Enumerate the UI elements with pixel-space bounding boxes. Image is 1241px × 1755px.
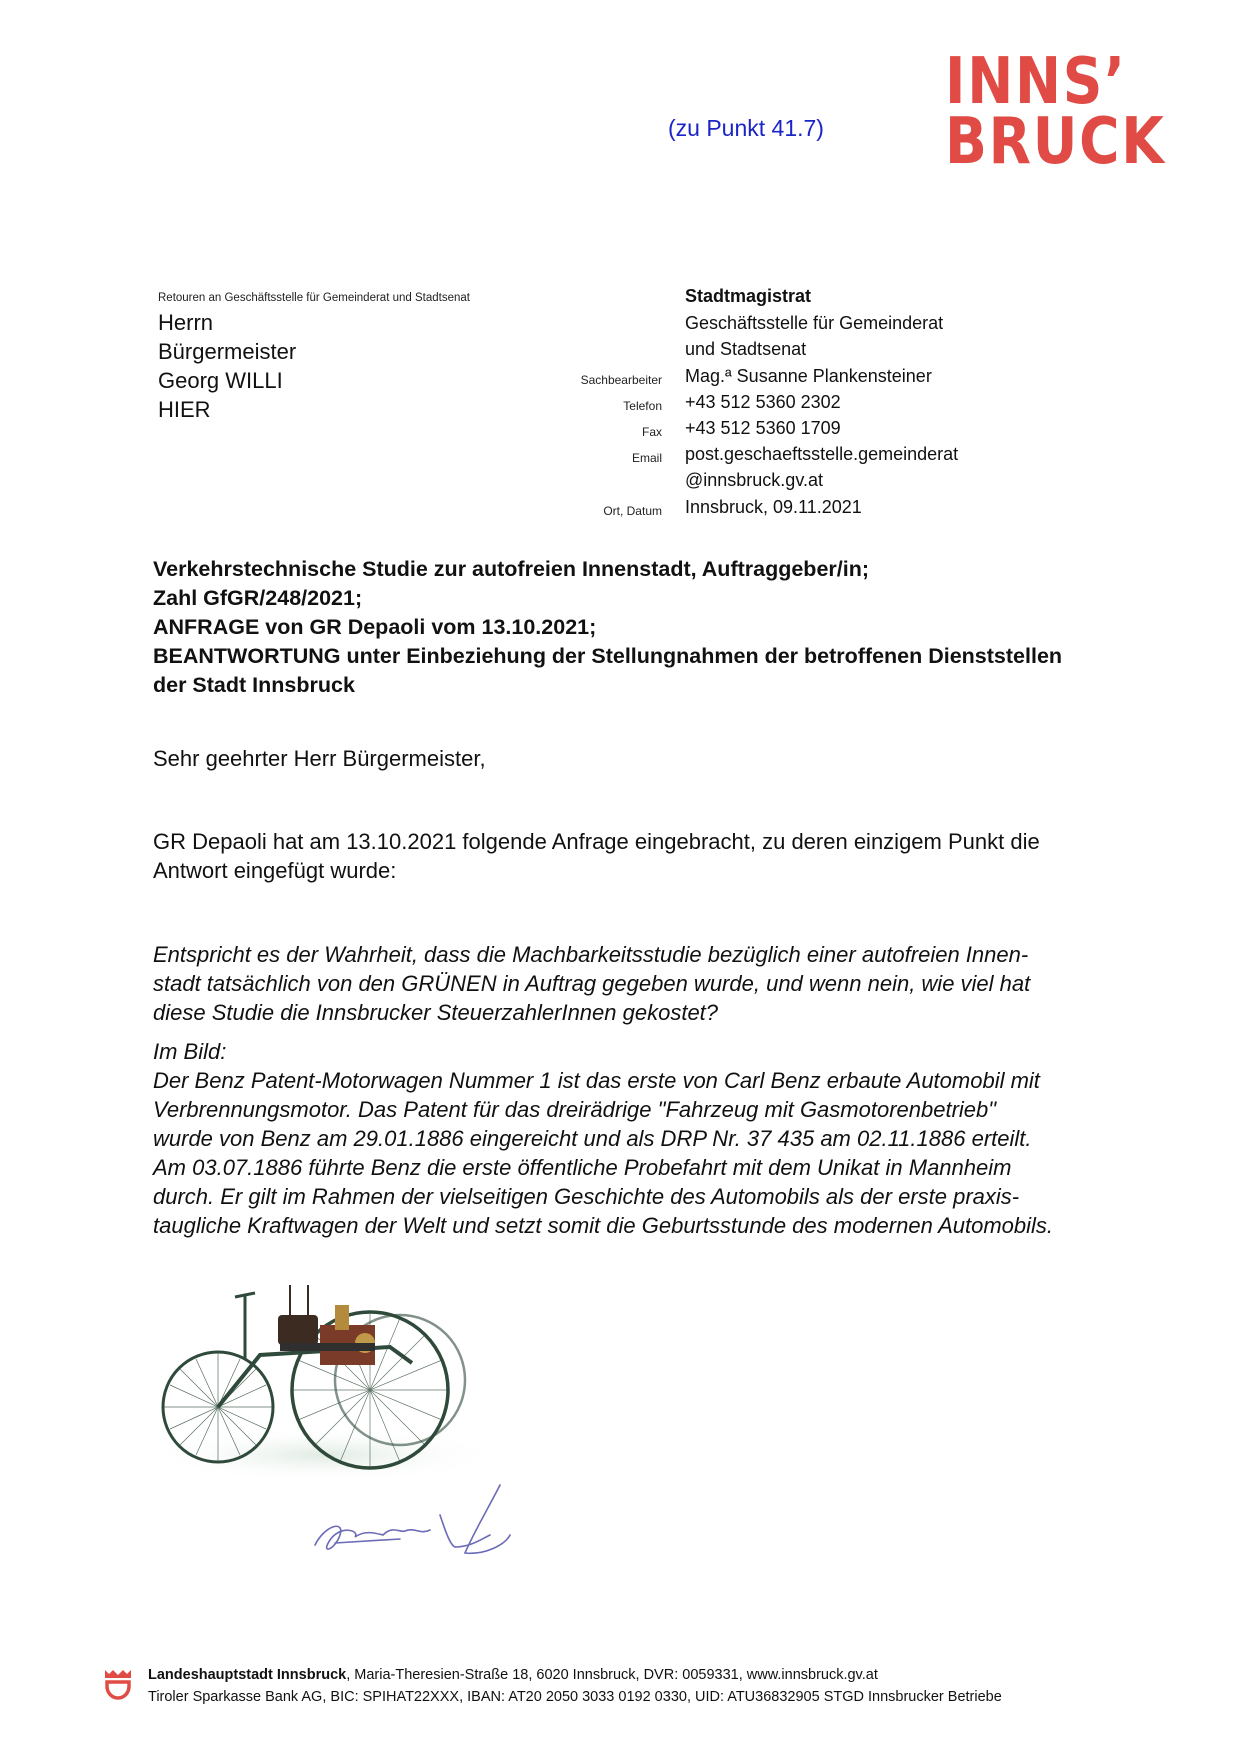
footer-line-1 xyxy=(148,1667,878,1683)
clerk-label: Sachbearbeiter xyxy=(580,373,662,387)
phone-label: Telefon xyxy=(623,399,662,413)
footer-org-name: Landeshauptstadt Innsbruck xyxy=(148,1667,347,1683)
answer-line: Am 03.07.1886 führte Benz die erste öffentliche Probefahrt mit dem Unikat in Mannheim xyxy=(153,1155,1012,1180)
recipient-line: HIER xyxy=(158,397,211,422)
answer-line: durch. Er gilt im Rahmen der vielseitigen Geschichte des Automobils als der erste praxis- xyxy=(153,1184,1020,1209)
signature xyxy=(305,1475,555,1565)
answer-line: Im Bild: xyxy=(153,1039,227,1064)
place-date: Innsbruck, 09.11.2021 xyxy=(685,497,862,517)
footer-address: , Maria-Theresien-Straße 18, 6020 Innsbruck, DVR: 0059331, www.innsbruck.gv.at xyxy=(346,1667,878,1683)
logo-line-2: BRUCK xyxy=(945,105,1166,179)
salutation: Sehr geehrter Herr Bürgermeister, xyxy=(153,746,486,771)
agenda-item-reference: (zu Punkt 41.7) xyxy=(668,115,824,141)
subject-line: BEANTWORTUNG unter Einbeziehung der Stellungnahmen der betroffenen Dienststellen xyxy=(153,644,1063,668)
question-paragraph xyxy=(153,940,1143,1027)
intro-paragraph xyxy=(153,827,1143,885)
question-line: diese Studie die Innsbrucker SteuerzahlerInnen gekostet? xyxy=(153,1000,719,1025)
recipient-line: Georg WILLI xyxy=(158,368,283,393)
answer-paragraph xyxy=(153,1037,1143,1240)
intro-line: GR Depaoli hat am 13.10.2021 folgende Anfrage eingebracht, zu deren einzigem Punkt die xyxy=(153,829,1040,854)
question-line: stadt tatsächlich von den GRÜNEN in Auftrag gegeben wurde, und wenn nein, wie viel hat xyxy=(153,971,1031,996)
answer-line: wurde von Benz am 29.01.1886 eingereicht und als DRP Nr. 37 435 am 02.11.1886 erteilt. xyxy=(153,1126,1032,1151)
subject-line: ANFRAGE von GR Depaoli vom 13.10.2021; xyxy=(153,615,597,639)
innsbruck-crest-icon xyxy=(104,1668,132,1700)
benz-motorwagen-image xyxy=(150,1285,510,1485)
recipient-address xyxy=(158,308,296,424)
subject-line: Zahl GfGR/248/2021; xyxy=(153,586,363,610)
innsbruck-logo xyxy=(945,45,1190,184)
fax-label: Fax xyxy=(641,425,662,439)
recipient-line: Herrn xyxy=(158,310,214,335)
subject-line: Verkehrstechnische Studie zur autofreien Innenstadt, Auftraggeber/in; xyxy=(153,557,870,581)
intro-line: Antwort eingefügt wurde: xyxy=(153,858,397,883)
clerk-name: Mag.ª Susanne Plankensteiner xyxy=(685,366,932,386)
phone-number: +43 512 5360 2302 xyxy=(685,392,841,412)
email-address-1[interactable]: post.geschaeftsstelle.gemeinderat xyxy=(685,444,959,464)
email-address-2[interactable]: @innsbruck.gv.at xyxy=(685,470,823,490)
answer-line: Verbrennungsmotor. Das Patent für das dreirädrige "Fahrzeug mit Gasmotorenbetrieb" xyxy=(153,1097,997,1122)
fax-number: +43 512 5360 1709 xyxy=(685,418,841,438)
logo-line-1: INNS’ xyxy=(945,45,1127,119)
date-label: Ort, Datum xyxy=(603,504,662,518)
recipient-line: Bürgermeister xyxy=(158,339,297,364)
subject-line: der Stadt Innsbruck xyxy=(153,673,355,697)
question-line: Entspricht es der Wahrheit, dass die Machbarkeitsstudie bezüglich einer autofreien Innen- xyxy=(153,942,1029,967)
sender-department-1: Geschäftsstelle für Gemeinderat xyxy=(685,313,944,333)
answer-line: Der Benz Patent-Motorwagen Nummer 1 ist das erste von Carl Benz erbaute Automobil mit xyxy=(153,1068,1040,1093)
email-label: Email xyxy=(631,451,662,465)
answer-line: taugliche Kraftwagen der Welt und setzt somit die Geburtsstunde des modernen Automobils. xyxy=(153,1213,1054,1238)
footer-line-2: Tiroler Sparkasse Bank AG, BIC: SPIHAT22XXX, IBAN: AT20 2050 3033 0192 0330, UID: ATU36832905 STGD Innsbrucker Betriebe xyxy=(148,1689,1002,1705)
return-address-note: Retouren an Geschäftsstelle für Gemeinderat und Stadtsenat xyxy=(158,292,470,304)
sender-office: Stadtmagistrat xyxy=(685,286,812,306)
sender-department-2: und Stadtsenat xyxy=(685,339,807,359)
letter-subject xyxy=(153,555,1143,700)
